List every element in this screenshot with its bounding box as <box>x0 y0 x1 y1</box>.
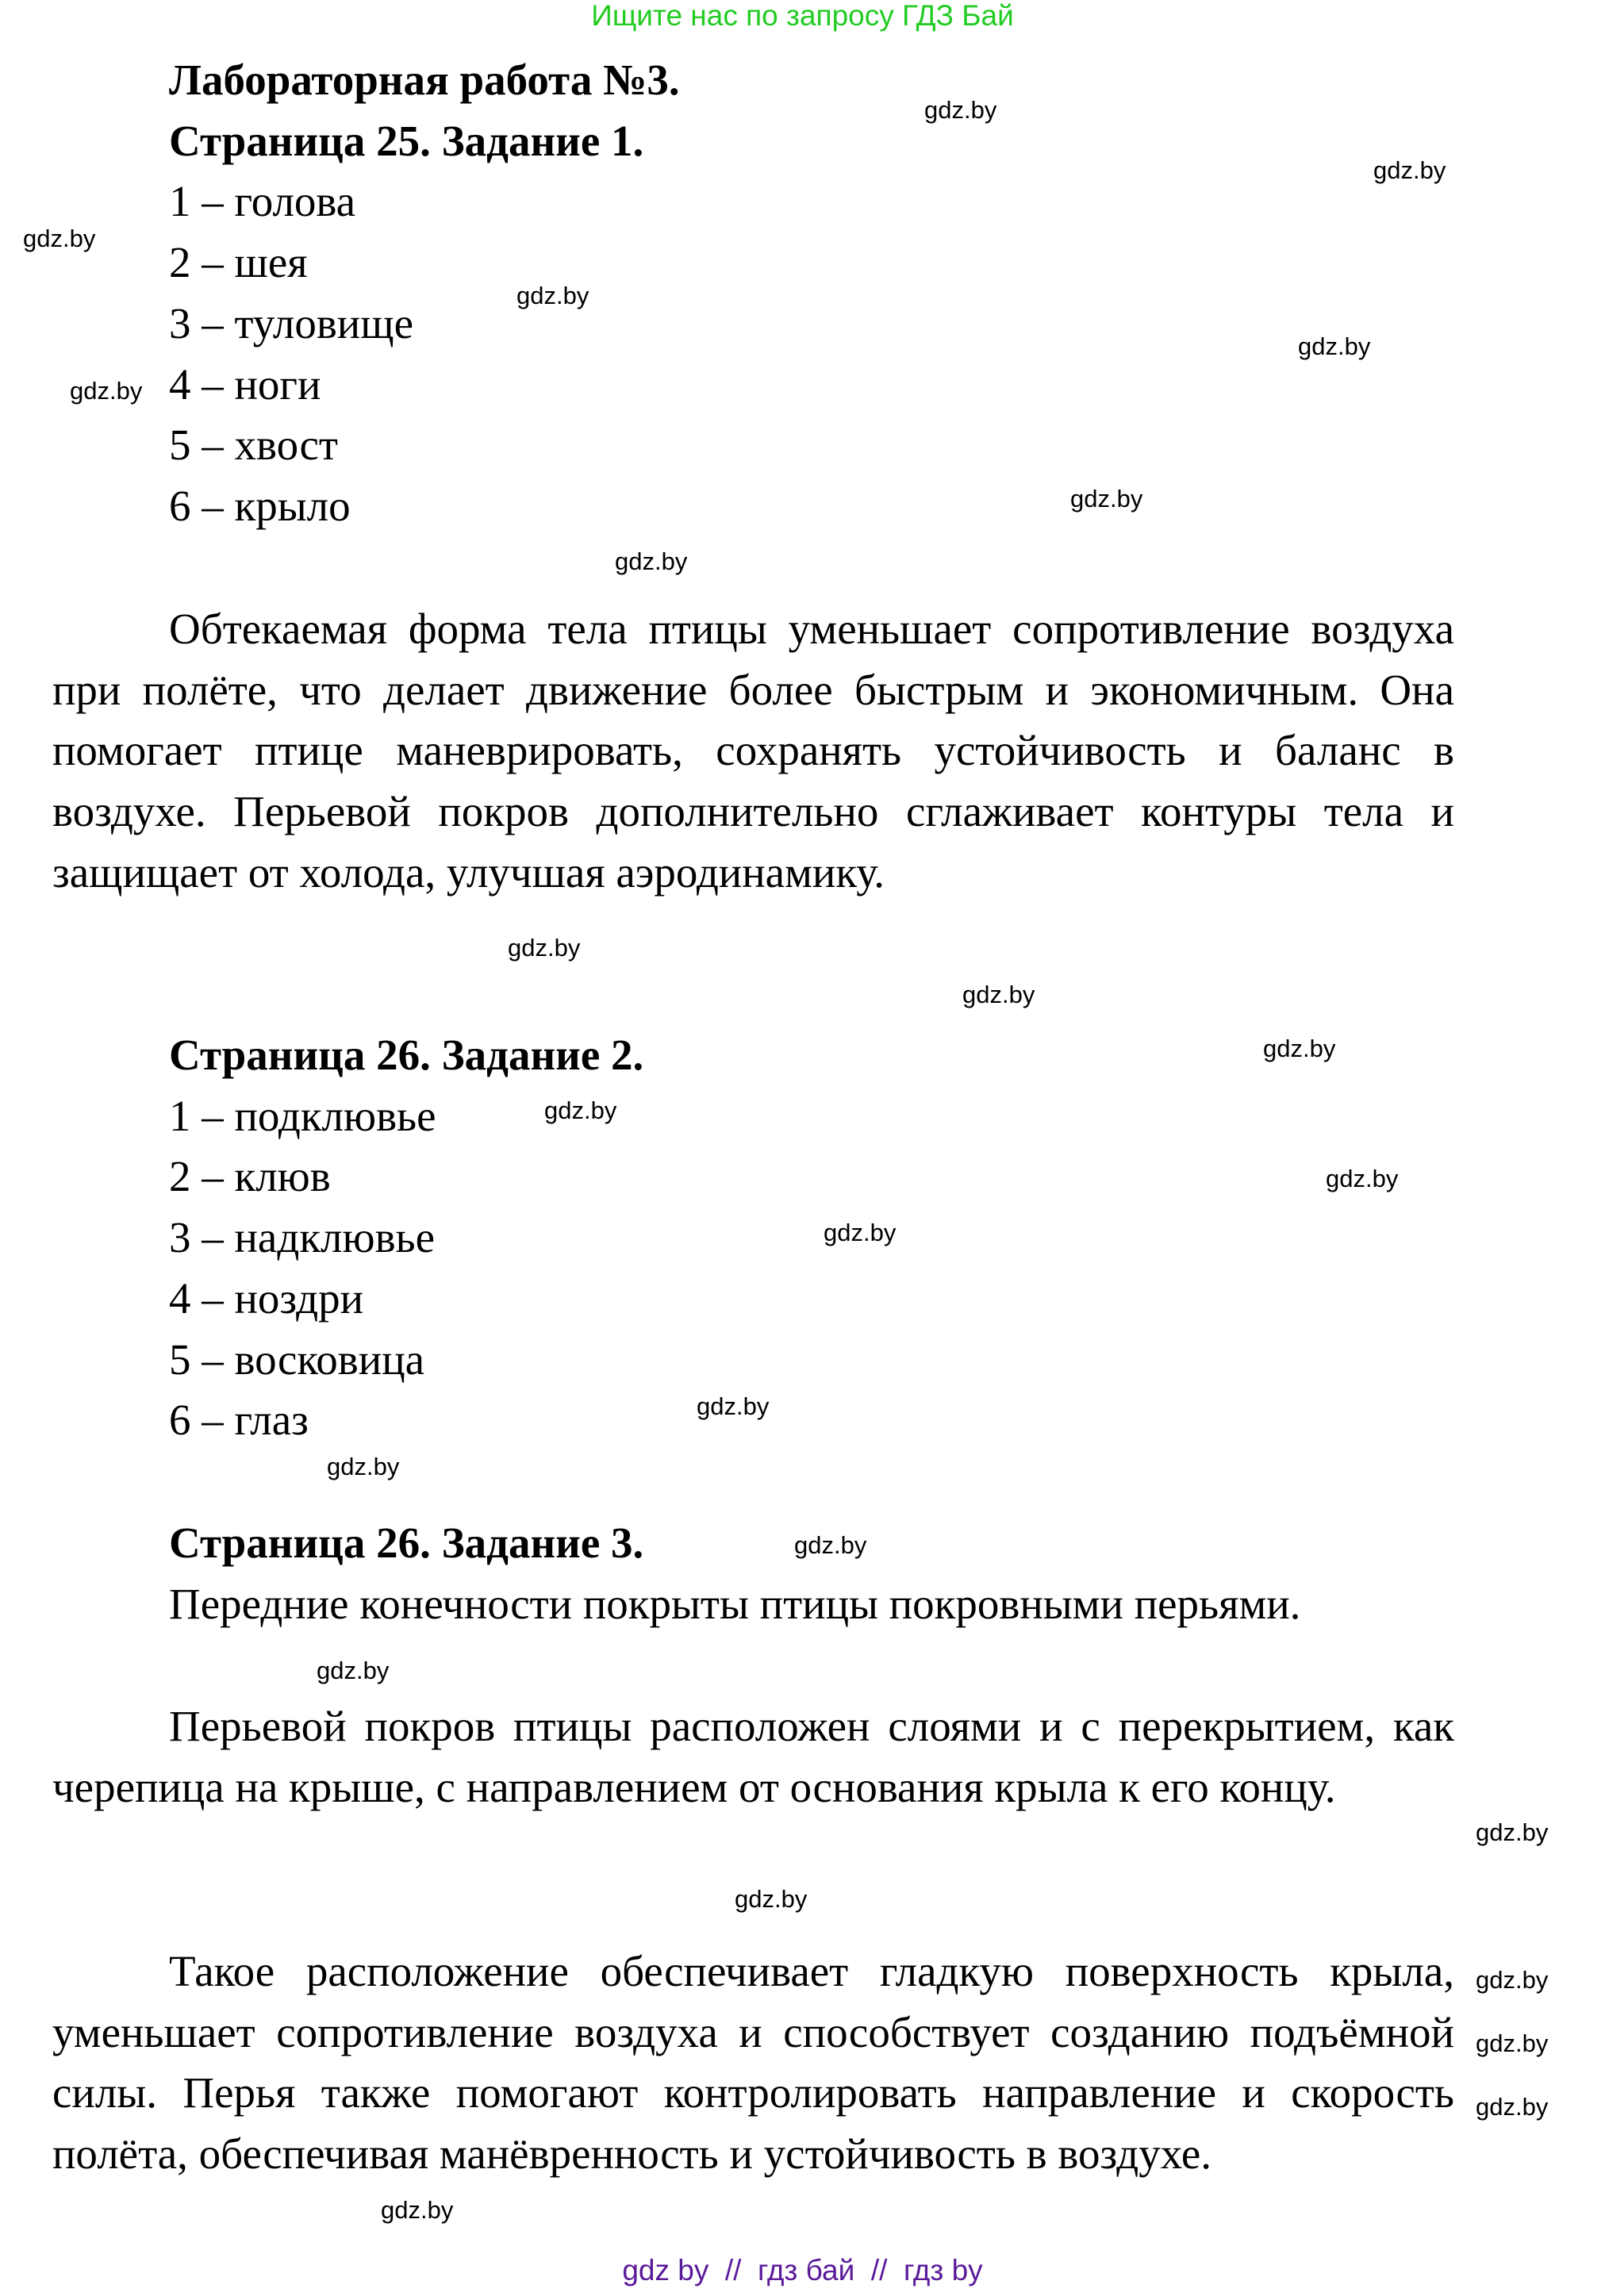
paragraph-text: Такое расположение обеспечивает гладкую поверхность крыла, уменьшает сопротивление воздуха и способствует созданию подъёмной силы. Перья также помогают контролировать направление и скорость полёта, обеспечивая манёвренность и устойчивость в воздухе. <box>52 1947 1454 2179</box>
list-item: 5 – хвост <box>169 420 338 470</box>
watermark: gdz.by <box>508 934 581 962</box>
watermark: gdz.by <box>1263 1035 1336 1062</box>
paragraph-text: Обтекаемая форма тела птицы уменьшает сопротивление воздуха при полёте, что делает движение более быстрым и экономичным. Она помогает птице маневрировать, сохранять устойчивость и баланс в воздухе. Перьевой покров дополнительно сглаживает контуры тела и защищает от холода, улучшая аэродинамику. <box>52 605 1454 897</box>
watermark: gdz.by <box>615 547 688 575</box>
list-item: 6 – крыло <box>169 481 351 530</box>
watermark: gdz.by <box>794 1531 867 1559</box>
watermark: gdz.by <box>824 1219 897 1246</box>
task3-heading: Страница 26. Задание 3. <box>169 1519 644 1567</box>
watermark: gdz.by <box>544 1096 617 1124</box>
search-banner[interactable]: Ищите нас по запросу ГДЗ Бай <box>591 0 1014 32</box>
task1-paragraph <box>52 599 1454 904</box>
watermark: gdz.by <box>1070 485 1143 513</box>
watermark: gdz.by <box>924 96 997 124</box>
list-item: 2 – шея <box>169 238 308 287</box>
watermark: gdz.by <box>1373 156 1446 184</box>
watermark: gdz.by <box>381 2196 454 2224</box>
watermark: gdz.by <box>516 282 589 309</box>
list-item: 2 – клюв <box>169 1152 331 1201</box>
task2-section <box>169 1025 643 1451</box>
task1-heading: Страница 25. Задание 1. <box>169 116 644 165</box>
watermark: gdz.by <box>735 1885 808 1913</box>
list-item: 4 – ноги <box>169 359 321 409</box>
list-item: 5 – восковица <box>169 1334 425 1384</box>
watermark: gdz.by <box>23 225 96 252</box>
watermark: gdz.by <box>1476 1818 1549 1846</box>
watermark: gdz.by <box>317 1657 390 1684</box>
list-item: 1 – подклювье <box>169 1091 436 1140</box>
watermark: gdz.by <box>1476 2029 1549 2057</box>
page-title: Лабораторная работа №3. <box>169 56 680 104</box>
task1-section <box>169 50 680 537</box>
watermark: gdz.by <box>1476 1966 1549 1994</box>
paragraph-text: Перьевой покров птицы расположен слоями и с перекрытием, как черепица на крыше, с направлением от основания крыла к его концу. <box>52 1702 1454 1811</box>
list-item: 1 – голова <box>169 177 356 226</box>
footer-links[interactable]: gdz by // гдз бай // гдз by <box>622 2254 983 2286</box>
task3-paragraph-1 <box>52 1696 1454 1818</box>
list-item: 4 – ноздри <box>169 1273 364 1323</box>
task3-line: Передние конечности покрыты птицы покровными перьями. <box>169 1579 1301 1628</box>
list-item: 3 – надклювье <box>169 1213 436 1262</box>
list-item: 3 – туловище <box>169 298 414 347</box>
watermark: gdz.by <box>1326 1165 1399 1192</box>
watermark: gdz.by <box>327 1453 400 1480</box>
watermark: gdz.by <box>1476 2093 1549 2121</box>
task3-section <box>169 1513 1300 1634</box>
watermark: gdz.by <box>70 377 143 405</box>
watermark: gdz.by <box>697 1392 770 1420</box>
list-item: 6 – глаз <box>169 1396 309 1445</box>
task2-heading: Страница 26. Задание 2. <box>169 1031 644 1079</box>
watermark: gdz.by <box>1298 332 1371 360</box>
task3-paragraph-2 <box>52 1941 1454 2185</box>
watermark: gdz.by <box>962 981 1035 1008</box>
